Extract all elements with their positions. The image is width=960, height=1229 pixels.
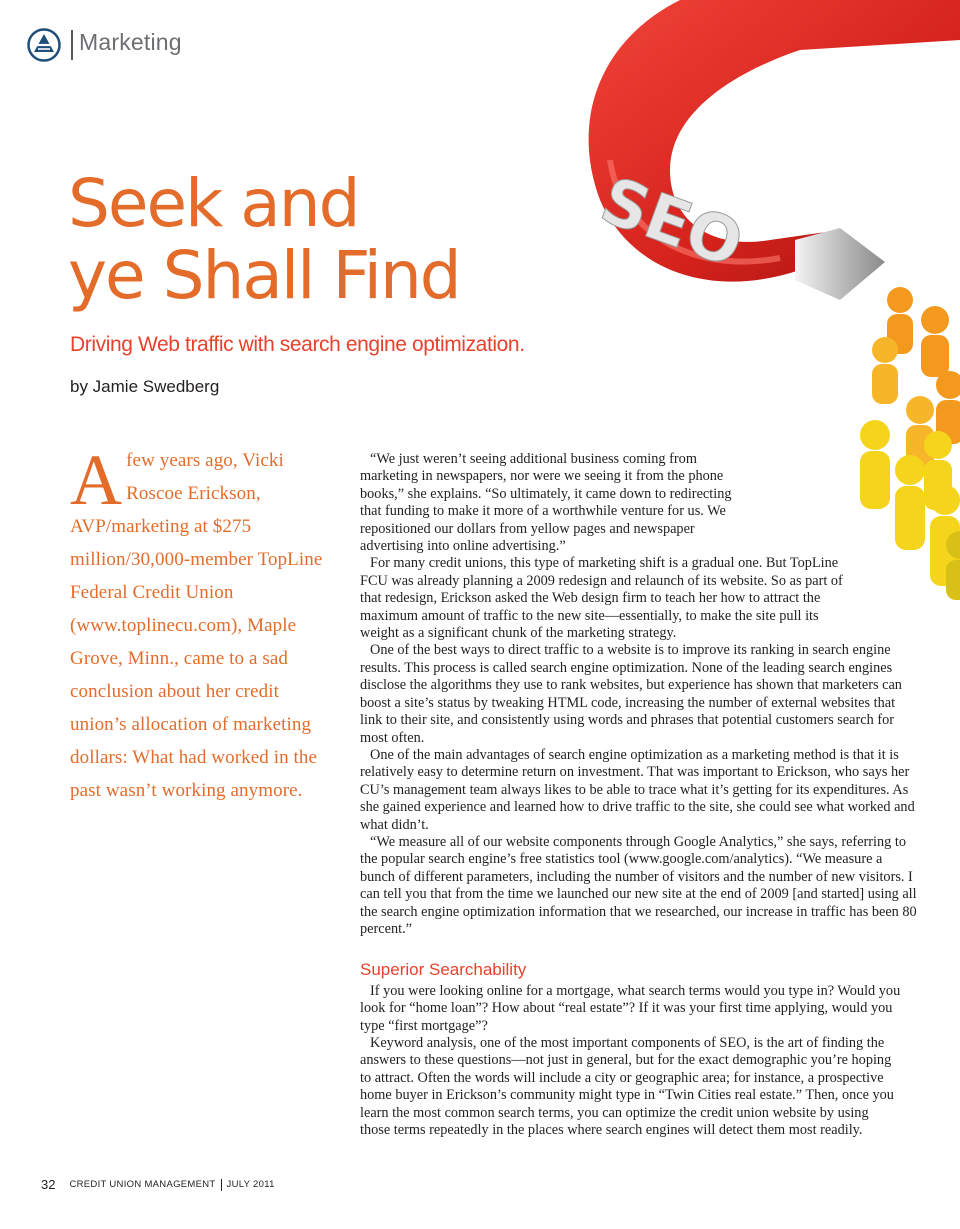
lead-paragraph [70, 440, 332, 807]
page-number: 32 [41, 1177, 56, 1192]
lead-text: few years ago, Vicki Roscoe Erickson, AVP/marketing at $275 million/30,000-member TopLine Federal Credit Union (www.toplinecu.com), Maple Grove, Minn., came to a sad conclusion about her credit union’s allocation of marketing dollars: What had worked in the past wasn’t working anymore. [70, 450, 323, 801]
body-paragraph: If you were looking online for a mortgage, what search terms would you type in? Would you look for “home loan”? How about “real estate”? If it was your first time applying, would you type “first mortgage”? [360, 982, 901, 1034]
magnet-tip [795, 228, 885, 300]
article-title [68, 165, 460, 314]
publication-name: CREDIT UNION MANAGEMENT [69, 1179, 216, 1190]
magnet-seo-label: SEO [591, 163, 753, 283]
article-body [360, 451, 918, 1139]
title-line-1: Seek and [68, 165, 359, 242]
section-label: Marketing [79, 29, 182, 55]
body-paragraph: One of the best ways to direct traffic to a website is to improve its ranking in search engine results. This process is called search engine optimization. None of the leading search engines disclose the algorithms they use to rank websites, but experience has shown that marketers can boost a site’s status by tweaking HTML code, increasing the number of external websites that link to their site, and consistently using words and phrases that potential customers search for most often. [360, 642, 902, 746]
issue-date: JULY 2011 [226, 1179, 275, 1190]
section-subhead: Superior Searchability [360, 960, 527, 980]
article-subtitle: Driving Web traffic with search engine optimization. [70, 333, 525, 356]
drop-cap: A [70, 440, 123, 520]
title-line-2: ye Shall Find [68, 237, 460, 314]
body-paragraph: Keyword analysis, one of the most important components of SEO, is the art of finding the answers to these questions—not just in general, but for the exact demographic you’re hoping to attract. Often the words will include a city or geographic area; for instance, a prospective home buyer in Erickson’s community might type in “Twin Cities real estate.” Then, once you learn the most common search terms, you can optimize the credit union website by using those terms repeatedly in the places where search engines will detect them most readily. [360, 1035, 894, 1139]
cuna-logo-icon [27, 28, 61, 62]
section-2 [360, 983, 918, 1140]
byline: by Jamie Swedberg [70, 377, 220, 396]
body-paragraph: “We measure all of our website components through Google Analytics,” she says, referring to the popular search engine’s free statistics tool (www.google.com/analytics). “We measure a bunch of different parameters, including the number of visitors and the number of new visitors. I can tell you that from the time we launched our new site at the end of 2009 [and started] using all the search engine optimization information that we researched, our increase in traffic has been 80 percent.” [360, 833, 917, 937]
body-paragraph: For many credit unions, this type of marketing shift is a gradual one. But TopLine FCU was already planning a 2009 redesign and relaunch of its website. So as part of that redesign, Erickson asked the Web design firm to teach her how to attract the maximum amount of traffic to the new site—essentially, to make the site pull its weight as a significant chunk of the marketing strategy. [360, 555, 843, 642]
footer-divider [221, 1179, 222, 1191]
body-paragraph: One of the main advantages of search engine optimization as a marketing method is that it is relatively easy to determine return on investment. That was important to Erickson, who says her CU’s management team always likes to be able to trace what it’s getting for its expenditures. As she gained experience and learned how to drive traffic to the site, she could see what worked and what didn’t. [360, 746, 915, 833]
body-paragraph: “We just weren’t seeing additional business coming from marketing in newspapers, nor were we seeing it from the phone books,” she explains. “So ultimately, it came down to redirecting that funding to make it more of a worthwhile venture for us. We repositioned our dollars from yellow pages and newspaper advertising into online advertising.” [360, 451, 732, 555]
page-footer [41, 1177, 275, 1192]
header-divider [71, 30, 73, 60]
